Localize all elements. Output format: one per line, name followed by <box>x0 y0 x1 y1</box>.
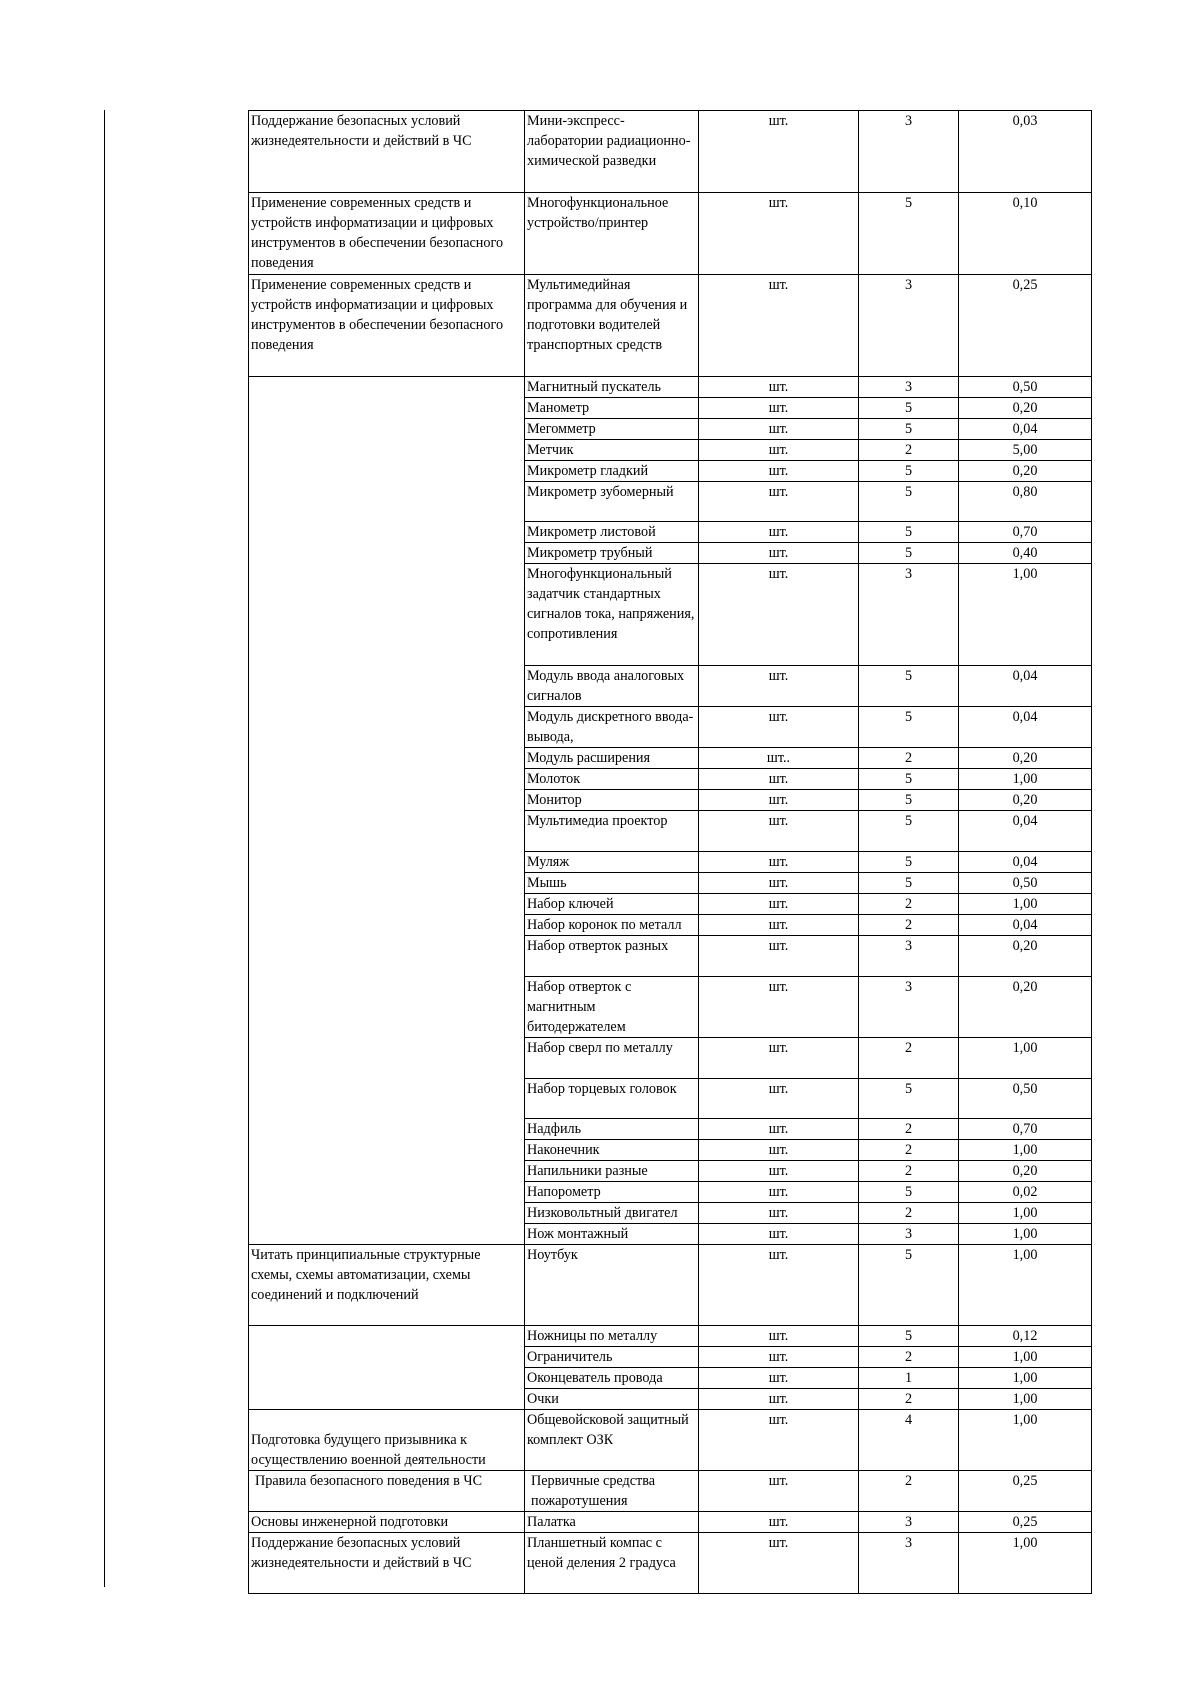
unit-cell: шт. <box>699 1119 859 1140</box>
table-row <box>249 1410 1092 1471</box>
quantity-cell: 3 <box>859 564 959 666</box>
table-row <box>249 1245 1092 1326</box>
quantity-cell: 2 <box>859 748 959 769</box>
coefficient-cell: 1,00 <box>959 1533 1092 1594</box>
item-name-cell: Первичные средства пожаротушения <box>525 1471 699 1512</box>
quantity-cell: 5 <box>859 1182 959 1203</box>
coefficient-cell: 0,50 <box>959 1079 1092 1119</box>
unit-cell: шт. <box>699 1389 859 1410</box>
quantity-cell: 5 <box>859 1326 959 1347</box>
item-name-cell: Напильники разные <box>525 1161 699 1182</box>
coefficient-cell: 0,25 <box>959 275 1092 377</box>
unit-cell: шт. <box>699 482 859 522</box>
item-name-cell: Надфиль <box>525 1119 699 1140</box>
unit-cell: шт. <box>699 707 859 748</box>
unit-cell: шт. <box>699 1347 859 1368</box>
section-cell: Применение современных средств и устройств информатизации и цифровых инструментов в обеспечении безопасного поведения <box>249 275 525 377</box>
unit-cell: шт. <box>699 852 859 873</box>
table-row <box>249 377 1092 398</box>
unit-cell: шт. <box>699 522 859 543</box>
item-name-cell: Мини-экспресс-лаборатории радиационно-химической разведки <box>525 111 699 193</box>
coefficient-cell: 1,00 <box>959 1389 1092 1410</box>
unit-cell: шт. <box>699 1161 859 1182</box>
quantity-cell: 3 <box>859 1512 959 1533</box>
quantity-cell: 5 <box>859 398 959 419</box>
section-cell: Подготовка будущего призывника к осуществлению военной деятельности <box>249 1410 525 1471</box>
unit-cell: шт. <box>699 111 859 193</box>
item-name-cell: Модуль дискретного ввода-вывода, <box>525 707 699 748</box>
item-name-cell: Общевойсковой защитный комплект ОЗК <box>525 1410 699 1471</box>
quantity-cell: 4 <box>859 1410 959 1471</box>
coefficient-cell: 0,12 <box>959 1326 1092 1347</box>
coefficient-cell: 0,50 <box>959 377 1092 398</box>
quantity-cell: 3 <box>859 936 959 977</box>
item-name-cell: Модуль расширения <box>525 748 699 769</box>
quantity-cell: 2 <box>859 1203 959 1224</box>
section-cell: Поддержание безопасных условий жизнедеятельности и действий в ЧС <box>249 111 525 193</box>
item-name-cell: Планшетный компас с ценой деления 2 градуса <box>525 1533 699 1594</box>
coefficient-cell: 0,20 <box>959 398 1092 419</box>
coefficient-cell: 1,00 <box>959 1368 1092 1389</box>
coefficient-cell: 0,40 <box>959 543 1092 564</box>
item-name-cell: Ноутбук <box>525 1245 699 1326</box>
quantity-cell: 5 <box>859 1079 959 1119</box>
item-name-cell: Микрометр зубомерный <box>525 482 699 522</box>
item-name-cell: Магнитный пускатель <box>525 377 699 398</box>
table-row <box>249 275 1092 377</box>
coefficient-cell: 0,70 <box>959 522 1092 543</box>
unit-cell: шт. <box>699 440 859 461</box>
quantity-cell: 2 <box>859 1471 959 1512</box>
quantity-cell: 3 <box>859 275 959 377</box>
unit-cell: шт. <box>699 1471 859 1512</box>
quantity-cell: 2 <box>859 915 959 936</box>
coefficient-cell: 1,00 <box>959 1224 1092 1245</box>
quantity-cell: 1 <box>859 1368 959 1389</box>
item-name-cell: Напорометр <box>525 1182 699 1203</box>
table-row <box>249 1512 1092 1533</box>
coefficient-cell: 0,20 <box>959 936 1092 977</box>
unit-cell: шт. <box>699 1182 859 1203</box>
unit-cell: шт. <box>699 377 859 398</box>
quantity-cell: 3 <box>859 1224 959 1245</box>
section-cell: Поддержание безопасных условий жизнедеятельности и действий в ЧС <box>249 1533 525 1594</box>
coefficient-cell: 5,00 <box>959 440 1092 461</box>
unit-cell: шт. <box>699 1410 859 1471</box>
item-name-cell: Многофункциональный задатчик стандартных сигналов тока, напряжения, сопротивления <box>525 564 699 666</box>
unit-cell: шт. <box>699 769 859 790</box>
table-row <box>249 1471 1092 1512</box>
coefficient-cell: 0,04 <box>959 419 1092 440</box>
section-cell-empty <box>249 1326 525 1410</box>
unit-cell: шт. <box>699 1245 859 1326</box>
coefficient-cell: 0,20 <box>959 1161 1092 1182</box>
item-name-cell: Манометр <box>525 398 699 419</box>
quantity-cell: 2 <box>859 1389 959 1410</box>
quantity-cell: 3 <box>859 1533 959 1594</box>
item-name-cell: Набор отверток разных <box>525 936 699 977</box>
coefficient-cell: 0,50 <box>959 873 1092 894</box>
coefficient-cell: 0,25 <box>959 1512 1092 1533</box>
quantity-cell: 3 <box>859 977 959 1038</box>
coefficient-cell: 0,04 <box>959 915 1092 936</box>
coefficient-cell: 0,25 <box>959 1471 1092 1512</box>
item-name-cell: Микрометр гладкий <box>525 461 699 482</box>
quantity-cell: 3 <box>859 377 959 398</box>
item-name-cell: Палатка <box>525 1512 699 1533</box>
coefficient-cell: 0,10 <box>959 193 1092 275</box>
coefficient-cell: 1,00 <box>959 1410 1092 1471</box>
page-margin-line <box>104 110 105 1587</box>
coefficient-cell: 1,00 <box>959 894 1092 915</box>
coefficient-cell: 0,20 <box>959 790 1092 811</box>
item-name-cell: Очки <box>525 1389 699 1410</box>
unit-cell: шт. <box>699 564 859 666</box>
item-name-cell: Мышь <box>525 873 699 894</box>
table-row <box>249 1533 1092 1594</box>
item-name-cell: Оконцеватель провода <box>525 1368 699 1389</box>
unit-cell: шт. <box>699 790 859 811</box>
section-cell-empty <box>249 377 525 1245</box>
item-name-cell: Набор торцевых головок <box>525 1079 699 1119</box>
item-name-cell: Монитор <box>525 790 699 811</box>
table-row <box>249 1326 1092 1347</box>
item-name-cell: Модуль ввода аналоговых сигналов <box>525 666 699 707</box>
coefficient-cell: 0,20 <box>959 748 1092 769</box>
item-name-cell: Мегомметр <box>525 419 699 440</box>
table-row <box>249 111 1092 193</box>
coefficient-cell: 1,00 <box>959 1203 1092 1224</box>
unit-cell: шт. <box>699 873 859 894</box>
item-name-cell: Муляж <box>525 852 699 873</box>
item-name-cell: Микрометр трубный <box>525 543 699 564</box>
coefficient-cell: 0,04 <box>959 852 1092 873</box>
item-name-cell: Ограничитель <box>525 1347 699 1368</box>
unit-cell: шт. <box>699 977 859 1038</box>
item-name-cell: Набор коронок по металл <box>525 915 699 936</box>
quantity-cell: 2 <box>859 1038 959 1079</box>
unit-cell: шт. <box>699 811 859 852</box>
unit-cell: шт. <box>699 398 859 419</box>
quantity-cell: 5 <box>859 666 959 707</box>
unit-cell: шт. <box>699 1203 859 1224</box>
coefficient-cell: 0,03 <box>959 111 1092 193</box>
coefficient-cell: 1,00 <box>959 1245 1092 1326</box>
item-name-cell: Набор отверток с магнитным битодержателем <box>525 977 699 1038</box>
table-row <box>249 193 1092 275</box>
item-name-cell: Набор ключей <box>525 894 699 915</box>
coefficient-cell: 1,00 <box>959 769 1092 790</box>
unit-cell: шт. <box>699 275 859 377</box>
quantity-cell: 5 <box>859 522 959 543</box>
unit-cell: шт.. <box>699 748 859 769</box>
coefficient-cell: 1,00 <box>959 564 1092 666</box>
quantity-cell: 5 <box>859 873 959 894</box>
coefficient-cell: 0,04 <box>959 707 1092 748</box>
unit-cell: шт. <box>699 936 859 977</box>
quantity-cell: 5 <box>859 543 959 564</box>
unit-cell: шт. <box>699 1140 859 1161</box>
equipment-table <box>248 110 1092 1594</box>
item-name-cell: Метчик <box>525 440 699 461</box>
item-name-cell: Многофункциональное устройство/принтер <box>525 193 699 275</box>
item-name-cell: Набор сверл по металлу <box>525 1038 699 1079</box>
item-name-cell: Мультимедиа проектор <box>525 811 699 852</box>
section-cell: Основы инженерной подготовки <box>249 1512 525 1533</box>
unit-cell: шт. <box>699 915 859 936</box>
quantity-cell: 2 <box>859 1161 959 1182</box>
unit-cell: шт. <box>699 1368 859 1389</box>
section-cell: Правила безопасного поведения в ЧС <box>249 1471 525 1512</box>
coefficient-cell: 0,04 <box>959 666 1092 707</box>
unit-cell: шт. <box>699 894 859 915</box>
coefficient-cell: 0,20 <box>959 977 1092 1038</box>
item-name-cell: Наконечник <box>525 1140 699 1161</box>
unit-cell: шт. <box>699 1224 859 1245</box>
quantity-cell: 5 <box>859 193 959 275</box>
quantity-cell: 2 <box>859 440 959 461</box>
quantity-cell: 2 <box>859 1140 959 1161</box>
quantity-cell: 5 <box>859 790 959 811</box>
item-name-cell: Микрометр листовой <box>525 522 699 543</box>
unit-cell: шт. <box>699 461 859 482</box>
quantity-cell: 2 <box>859 894 959 915</box>
quantity-cell: 5 <box>859 811 959 852</box>
section-cell: Применение современных средств и устройств информатизации и цифровых инструментов в обеспечении безопасного поведения <box>249 193 525 275</box>
coefficient-cell: 1,00 <box>959 1347 1092 1368</box>
coefficient-cell: 0,80 <box>959 482 1092 522</box>
quantity-cell: 5 <box>859 419 959 440</box>
quantity-cell: 5 <box>859 1245 959 1326</box>
coefficient-cell: 1,00 <box>959 1140 1092 1161</box>
unit-cell: шт. <box>699 1326 859 1347</box>
quantity-cell: 2 <box>859 1347 959 1368</box>
unit-cell: шт. <box>699 1079 859 1119</box>
unit-cell: шт. <box>699 1512 859 1533</box>
unit-cell: шт. <box>699 666 859 707</box>
coefficient-cell: 0,20 <box>959 461 1092 482</box>
quantity-cell: 2 <box>859 1119 959 1140</box>
coefficient-cell: 1,00 <box>959 1038 1092 1079</box>
quantity-cell: 5 <box>859 482 959 522</box>
section-cell: Читать принципиальные структурные схемы, схемы автоматизации, схемы соединений и подключений <box>249 1245 525 1326</box>
unit-cell: шт. <box>699 419 859 440</box>
quantity-cell: 3 <box>859 111 959 193</box>
coefficient-cell: 0,02 <box>959 1182 1092 1203</box>
unit-cell: шт. <box>699 1038 859 1079</box>
unit-cell: шт. <box>699 1533 859 1594</box>
item-name-cell: Низковольтный двигател <box>525 1203 699 1224</box>
item-name-cell: Нож монтажный <box>525 1224 699 1245</box>
unit-cell: шт. <box>699 543 859 564</box>
quantity-cell: 5 <box>859 852 959 873</box>
quantity-cell: 5 <box>859 769 959 790</box>
item-name-cell: Мультимедийная программа для обучения и подготовки водителей транспортных средств <box>525 275 699 377</box>
quantity-cell: 5 <box>859 461 959 482</box>
item-name-cell: Молоток <box>525 769 699 790</box>
quantity-cell: 5 <box>859 707 959 748</box>
coefficient-cell: 0,04 <box>959 811 1092 852</box>
unit-cell: шт. <box>699 193 859 275</box>
coefficient-cell: 0,70 <box>959 1119 1092 1140</box>
item-name-cell: Ножницы по металлу <box>525 1326 699 1347</box>
